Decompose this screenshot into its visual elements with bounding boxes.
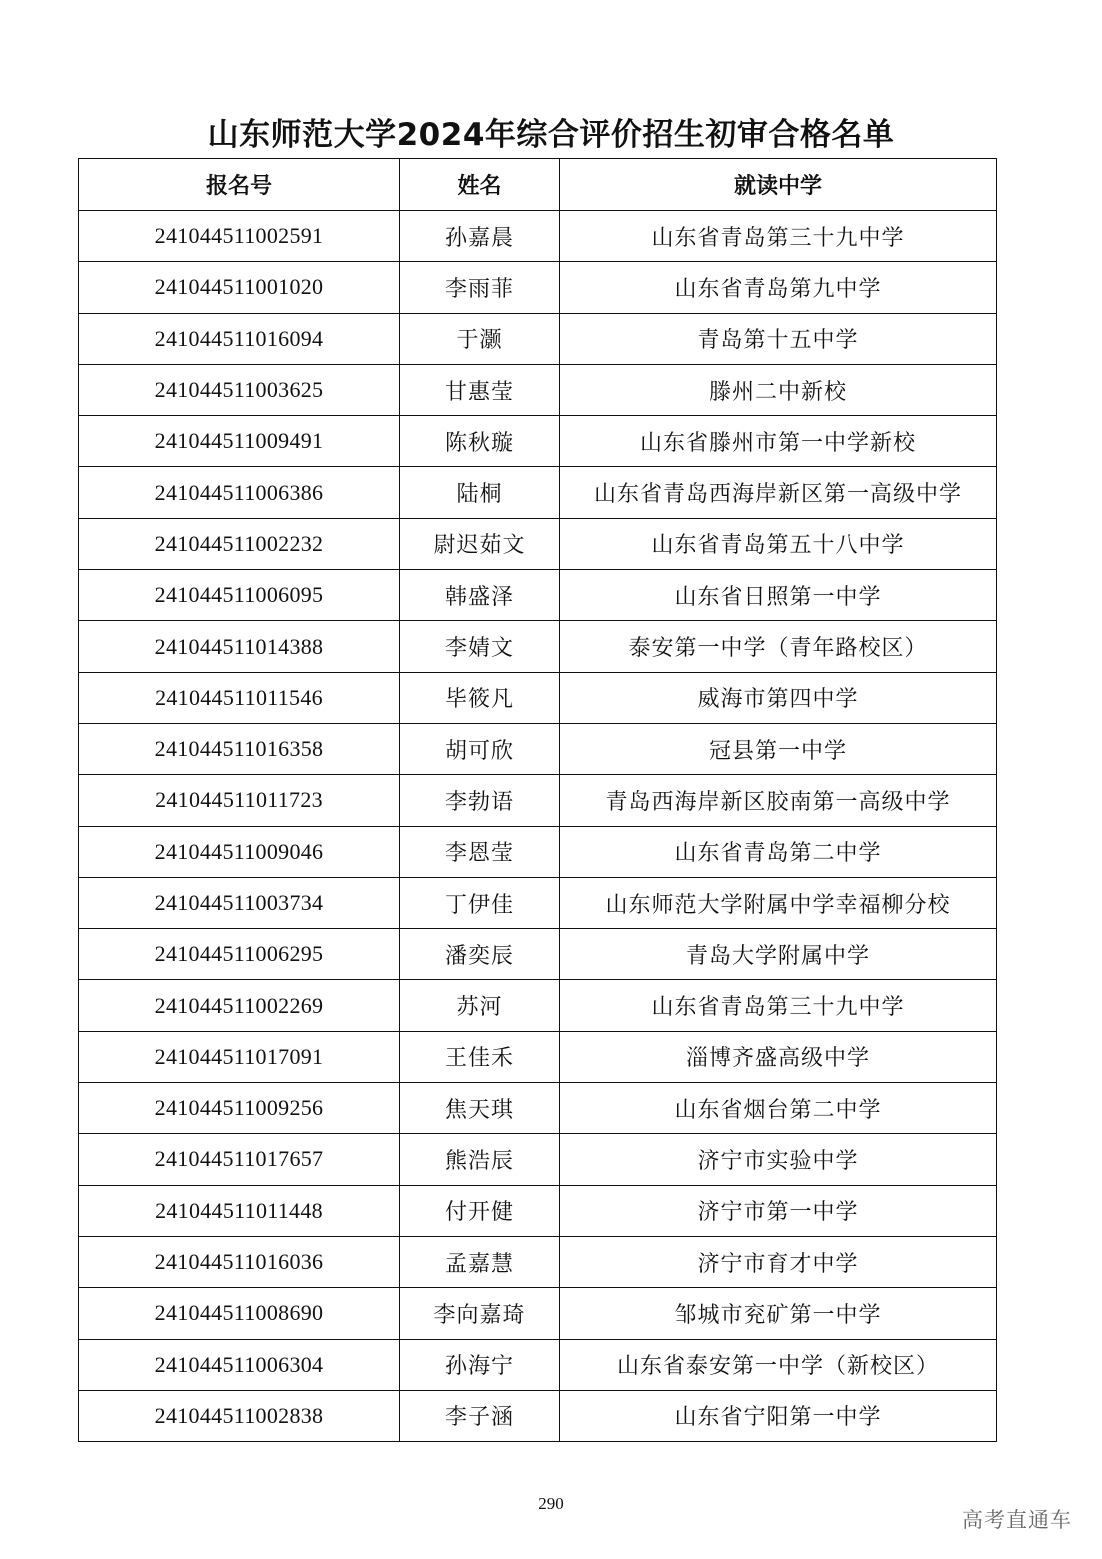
- school-cell: 青岛西海岸新区胶南第一高级中学: [560, 775, 997, 826]
- registration-number-cell: 241044511017657: [79, 1134, 400, 1185]
- registration-number-cell: 241044511009256: [79, 1083, 400, 1134]
- student-name-cell: 甘惠莹: [400, 364, 560, 415]
- table-row: [79, 1390, 997, 1441]
- school-cell: 泰安第一中学（青年路校区）: [560, 621, 997, 672]
- student-name-cell: 毕筱凡: [400, 672, 560, 723]
- school-cell: 淄博齐盛高级中学: [560, 1031, 997, 1082]
- registration-number-cell: 241044511001020: [79, 262, 400, 313]
- registration-number-cell: 241044511003625: [79, 364, 400, 415]
- student-name-cell: 李恩莹: [400, 826, 560, 877]
- student-name-cell: 苏河: [400, 980, 560, 1031]
- student-name-cell: 丁伊佳: [400, 877, 560, 928]
- table-row: [79, 723, 997, 774]
- registration-number-cell: 241044511003734: [79, 877, 400, 928]
- registration-number-cell: 241044511008690: [79, 1288, 400, 1339]
- school-cell: 山东省烟台第二中学: [560, 1083, 997, 1134]
- student-name-cell: 付开健: [400, 1185, 560, 1236]
- student-name-cell: 李向嘉琦: [400, 1288, 560, 1339]
- student-name-cell: 尉迟茹文: [400, 518, 560, 569]
- school-cell: 青岛大学附属中学: [560, 929, 997, 980]
- student-name-cell: 孙海宁: [400, 1339, 560, 1390]
- student-name-cell: 陆桐: [400, 467, 560, 518]
- table-row: [79, 211, 997, 262]
- registration-number-cell: 241044511006386: [79, 467, 400, 518]
- header-name: 姓名: [400, 159, 560, 211]
- student-name-cell: 于灏: [400, 313, 560, 364]
- table-row: [79, 262, 997, 313]
- header-registration-number: 报名号: [79, 159, 400, 211]
- school-cell: 冠县第一中学: [560, 723, 997, 774]
- school-cell: 青岛第十五中学: [560, 313, 997, 364]
- table-row: [79, 980, 997, 1031]
- table-header-row: [79, 159, 997, 211]
- registration-number-cell: 241044511011723: [79, 775, 400, 826]
- page-number: 290: [538, 1494, 564, 1513]
- student-name-cell: 李子涵: [400, 1390, 560, 1441]
- document-title: 山东师范大学2024年综合评价招生初审合格名单: [207, 117, 895, 153]
- registration-number-cell: 241044511006295: [79, 929, 400, 980]
- school-cell: 山东省青岛第二中学: [560, 826, 997, 877]
- school-cell: 山东省青岛第九中学: [560, 262, 997, 313]
- table-row: [79, 877, 997, 928]
- registration-number-cell: 241044511016094: [79, 313, 400, 364]
- registration-number-cell: 241044511014388: [79, 621, 400, 672]
- table-row: [79, 1083, 997, 1134]
- table-row: [79, 467, 997, 518]
- registration-number-cell: 241044511006095: [79, 570, 400, 621]
- registration-number-cell: 241044511016036: [79, 1236, 400, 1287]
- registration-number-cell: 241044511017091: [79, 1031, 400, 1082]
- school-cell: 山东省青岛西海岸新区第一高级中学: [560, 467, 997, 518]
- table-row: [79, 313, 997, 364]
- registration-number-cell: 241044511002591: [79, 211, 400, 262]
- school-cell: 山东省青岛第三十九中学: [560, 980, 997, 1031]
- student-name-cell: 孙嘉晨: [400, 211, 560, 262]
- student-name-cell: 王佳禾: [400, 1031, 560, 1082]
- school-cell: 山东省青岛第五十八中学: [560, 518, 997, 569]
- school-cell: 山东省泰安第一中学（新校区）: [560, 1339, 997, 1390]
- table-row: [79, 518, 997, 569]
- registration-number-cell: 241044511011448: [79, 1185, 400, 1236]
- school-cell: 济宁市育才中学: [560, 1236, 997, 1287]
- registration-number-cell: 241044511009491: [79, 416, 400, 467]
- table-row: [79, 416, 997, 467]
- student-name-cell: 孟嘉慧: [400, 1236, 560, 1287]
- watermark: 高考直通车: [962, 1508, 1072, 1532]
- table-row: [79, 364, 997, 415]
- registration-number-cell: 241044511002269: [79, 980, 400, 1031]
- table-row: [79, 1185, 997, 1236]
- table-row: [79, 775, 997, 826]
- school-cell: 山东省青岛第三十九中学: [560, 211, 997, 262]
- registration-number-cell: 241044511009046: [79, 826, 400, 877]
- student-name-cell: 熊浩辰: [400, 1134, 560, 1185]
- table-row: [79, 1031, 997, 1082]
- table-row: [79, 826, 997, 877]
- school-cell: 滕州二中新校: [560, 364, 997, 415]
- student-name-cell: 潘奕辰: [400, 929, 560, 980]
- header-school: 就读中学: [560, 159, 997, 211]
- registration-number-cell: 241044511016358: [79, 723, 400, 774]
- table-row: [79, 621, 997, 672]
- registration-number-cell: 241044511011546: [79, 672, 400, 723]
- table-row: [79, 672, 997, 723]
- school-cell: 济宁市第一中学: [560, 1185, 997, 1236]
- student-name-cell: 李婧文: [400, 621, 560, 672]
- school-cell: 山东省日照第一中学: [560, 570, 997, 621]
- school-cell: 山东省滕州市第一中学新校: [560, 416, 997, 467]
- table-row: [79, 1236, 997, 1287]
- student-name-cell: 李雨菲: [400, 262, 560, 313]
- school-cell: 邹城市兖矿第一中学: [560, 1288, 997, 1339]
- student-name-cell: 胡可欣: [400, 723, 560, 774]
- school-cell: 威海市第四中学: [560, 672, 997, 723]
- table-row: [79, 1288, 997, 1339]
- school-cell: 山东师范大学附属中学幸福柳分校: [560, 877, 997, 928]
- school-cell: 济宁市实验中学: [560, 1134, 997, 1185]
- table-row: [79, 1339, 997, 1390]
- admission-list-table: [78, 158, 997, 1442]
- student-name-cell: 韩盛泽: [400, 570, 560, 621]
- table-row: [79, 929, 997, 980]
- student-name-cell: 焦天琪: [400, 1083, 560, 1134]
- registration-number-cell: 241044511002838: [79, 1390, 400, 1441]
- registration-number-cell: 241044511002232: [79, 518, 400, 569]
- table-row: [79, 1134, 997, 1185]
- table-row: [79, 570, 997, 621]
- student-name-cell: 陈秋璇: [400, 416, 560, 467]
- school-cell: 山东省宁阳第一中学: [560, 1390, 997, 1441]
- student-name-cell: 李勃语: [400, 775, 560, 826]
- registration-number-cell: 241044511006304: [79, 1339, 400, 1390]
